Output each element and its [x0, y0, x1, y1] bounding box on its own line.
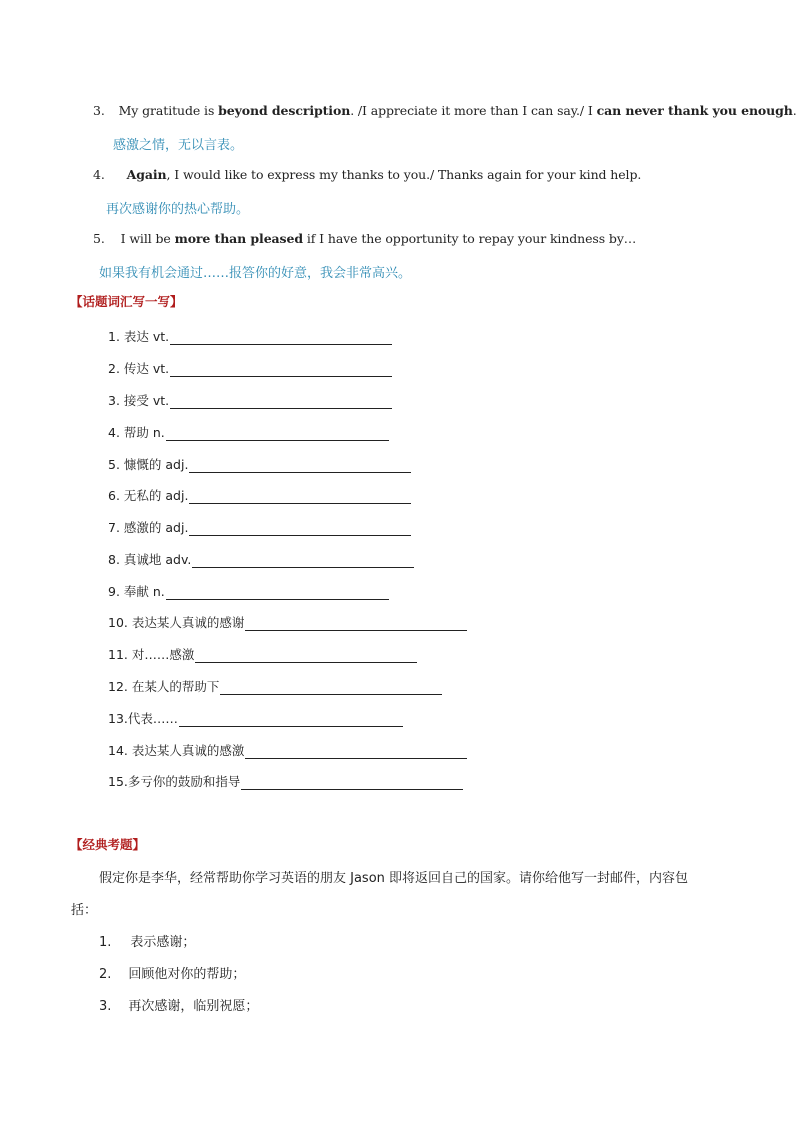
vocab-item-9: [108, 582, 389, 600]
exam-prompt-line-2: 括：: [71, 903, 98, 918]
task-text: 再次感谢，临别祝愿；: [128, 999, 259, 1014]
key-phrase: beyond description: [218, 103, 351, 118]
task-text: 回顾他对你的帮助；: [128, 967, 246, 982]
answer-blank[interactable]: [170, 364, 392, 377]
vocab-label: 9. 奉献 n.: [108, 584, 165, 599]
sentence-4: [93, 167, 641, 182]
vocab-item-4: [108, 423, 389, 441]
sentence-number: 3.: [93, 103, 105, 118]
answer-blank[interactable]: [170, 332, 392, 345]
answer-blank[interactable]: [170, 396, 392, 409]
vocab-label: 5. 慷慨的 adj.: [108, 457, 189, 472]
sentence-text: if I have the opportunity to repay your kindness by…: [303, 231, 637, 246]
sentence-number: 5.: [93, 231, 105, 246]
vocab-item-1: [108, 327, 392, 345]
answer-blank[interactable]: [192, 555, 414, 568]
answer-blank[interactable]: [220, 682, 442, 695]
sentence-5: [93, 231, 636, 246]
answer-blank[interactable]: [166, 587, 389, 600]
task-item-3: [99, 995, 258, 1014]
task-number: 1.: [99, 935, 112, 950]
sentence-text: I will be: [120, 231, 175, 246]
sentence-4-translation: 再次感谢你的热心帮助。: [106, 202, 250, 217]
vocab-item-8: [108, 550, 414, 568]
answer-blank[interactable]: [245, 618, 467, 631]
vocab-item-11: [108, 645, 417, 663]
answer-blank[interactable]: [195, 650, 417, 663]
answer-blank[interactable]: [166, 428, 389, 441]
vocab-label: 3. 接受 vt.: [108, 393, 170, 408]
vocab-item-6: [108, 486, 411, 504]
task-item-2: [99, 963, 245, 982]
vocab-label: 2. 传达 vt.: [108, 361, 170, 376]
answer-blank[interactable]: [179, 714, 403, 727]
vocab-item-14: [108, 741, 467, 759]
task-number: 3.: [99, 999, 112, 1014]
vocab-item-12: [108, 677, 442, 695]
sentence-number: 4.: [93, 167, 105, 182]
vocab-label: 4. 帮助 n.: [108, 425, 165, 440]
vocab-label: 14. 表达某人真诚的感激: [108, 743, 245, 758]
sentence-3: [93, 103, 797, 118]
sentence-3-translation: 感激之情，无以言表。: [113, 138, 244, 153]
answer-blank[interactable]: [245, 746, 467, 759]
answer-blank[interactable]: [189, 491, 411, 504]
sentence-text: My gratitude is: [118, 103, 219, 118]
vocab-label: 7. 感激的 adj.: [108, 520, 189, 535]
exam-prompt-line-1: 假定你是李华，经常帮助你学习英语的朋友 Jason 即将返回自己的国家。请你给他写一封邮件，内容包: [99, 871, 689, 886]
answer-blank[interactable]: [241, 777, 463, 790]
sentence-text: . /I appreciate it more than I can say./ I: [350, 103, 597, 118]
vocab-label: 11. 对……感激: [108, 647, 195, 662]
vocab-label: 15.多亏你的鼓励和指导: [108, 774, 241, 789]
task-number: 2.: [99, 967, 112, 982]
vocab-label: 1. 表达 vt.: [108, 329, 170, 344]
vocab-label: 6. 无私的 adj.: [108, 488, 189, 503]
vocab-item-15: [108, 772, 463, 790]
vocab-item-13: [108, 709, 403, 727]
answer-blank[interactable]: [189, 460, 411, 473]
answer-blank[interactable]: [189, 523, 411, 536]
vocab-label: 10. 表达某人真诚的感谢: [108, 615, 245, 630]
task-text: 表示感谢；: [130, 935, 196, 950]
vocab-label: 12. 在某人的帮助下: [108, 679, 220, 694]
vocab-item-10: [108, 613, 467, 631]
sentence-text: , I would like to express my thanks to you./ Thanks again for your kind help.: [166, 167, 642, 182]
sentence-5-translation: 如果我有机会通过……报答你的好意，我会非常高兴。: [99, 266, 412, 281]
sentence-text: .: [792, 103, 797, 118]
vocab-item-5: [108, 455, 411, 473]
key-phrase: Again: [126, 167, 167, 182]
key-phrase: more than pleased: [174, 231, 303, 246]
vocab-item-7: [108, 518, 411, 536]
vocab-heading: 【话题词汇写一写】: [70, 294, 183, 309]
vocab-item-2: [108, 359, 392, 377]
vocab-label: 13.代表……: [108, 711, 178, 726]
vocab-item-3: [108, 391, 392, 409]
vocab-label: 8. 真诚地 adv.: [108, 552, 192, 567]
task-item-1: [99, 931, 195, 950]
exam-heading: 【经典考题】: [70, 837, 146, 852]
key-phrase: can never thank you enough: [596, 103, 793, 118]
